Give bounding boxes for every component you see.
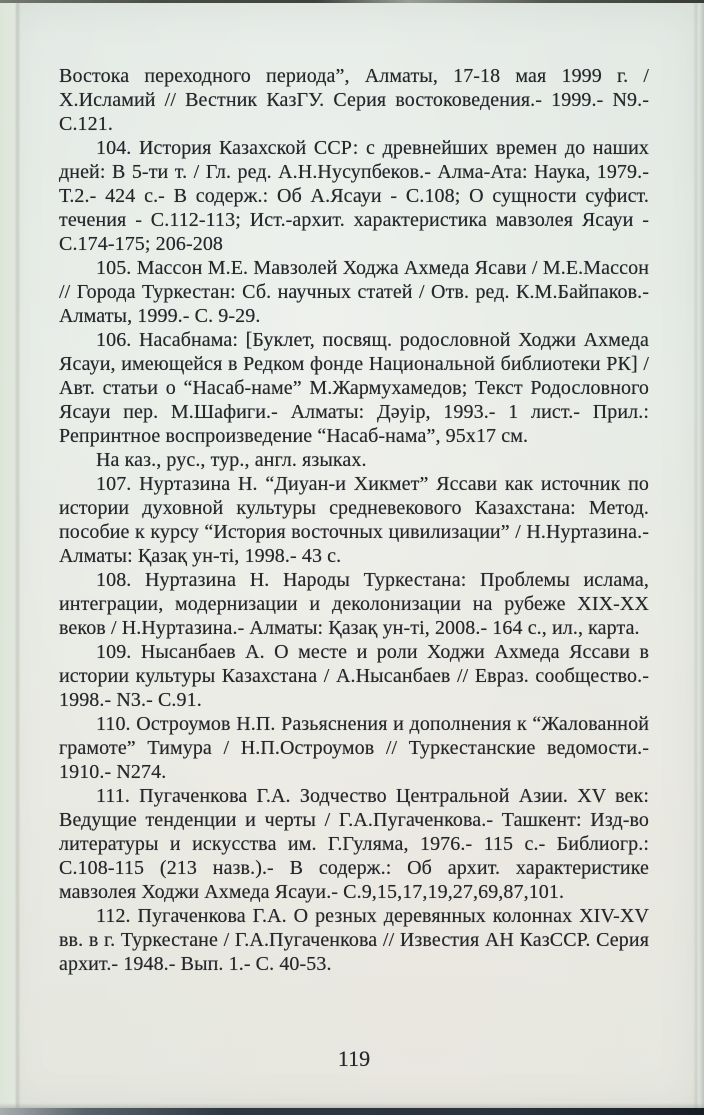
bib-entry-111: 111. Пугаченкова Г.А. Зодчество Центральной Азии. XV век: Ведущие тенденции и черты / Г.А.Пугаченкова.- Ташкент: Изд-во литературы и искусства им. Г.Гуляма, 1976.- 115 с.- Библиогр.: С.108-115 (213 назв.).- В содерж.: Об архит. характеристике мавзолея Ходжи Ахмеда Ясауи.- С.9,15,17,19,27,69,87,101. xyxy=(59,785,649,903)
bib-entry-106-note: На каз., рус., тур., англ. языках. xyxy=(96,449,367,471)
continuation-paragraph: Востока переходного периода”, Алматы, 17-18 мая 1999 г. / Х.Исламий // Вестник КазГУ. Серия востоковедения.- 1999.- N9.- С.121. xyxy=(59,65,649,135)
bib-entry-112: 112. Пугаченкова Г.А. О резных деревянных колоннах XIV-XV вв. в г. Туркестане / Г.А.Пугаченкова // Известия АН КазССР. Серия архит.- 1948.- Вып. 1.- С. 40-53. xyxy=(59,905,649,975)
page-left-edge xyxy=(0,0,16,1115)
bibliography-text-block xyxy=(59,64,649,976)
bib-entry-107: 107. Нуртазина Н. “Диуан-и Хикмет” Яссави как источник по истории духовной культуры средневекового Казахстана: Метод. пособие к курсу “История восточных цивилизации” / Н.Нуртазина.- Алматы: Қазақ ун-ті, 1998.- 43 с. xyxy=(59,473,649,567)
page-right-edge xyxy=(697,0,704,1115)
bib-entry-106: 106. Насабнама: [Буклет, посвящ. родословной Ходжи Ахмеда Ясауи, имеющейся в Редком фонде Национальной библиотеки РК] / Авт. статьи о “Насаб-наме” М.Жармухамедов; Текст Родословного Ясауи пер. М.Шафиги.- Алматы: Дәуір, 1993.- 1 лист.- Прил.: Репринтное воспроизведение “Насаб-нама”, 95x17 см. xyxy=(59,329,649,447)
page-number: 119 xyxy=(337,1046,371,1071)
bib-entry-104: 104. История Казахской ССР: с древнейших времен до наших дней: В 5-ти т. / Гл. ред. А.Н.Нусупбеков.- Алма-Ата: Наука, 1979.- Т.2.- 424 с.- В содерж.: Об А.Ясауи - С.108; О сущности суфист. течения - С.112-113; Ист.-архит. характеристика мавзолея Ясауи - С.174-175; 206-208 xyxy=(59,137,649,255)
photo-bottom-edge xyxy=(0,1108,704,1115)
bib-entry-109: 109. Нысанбаев А. О месте и роли Ходжи Ахмеда Яссави в истории культуры Казахстана / А.Нысанбаев // Евраз. сообщество.- 1998.- N3.- С.91. xyxy=(59,641,649,711)
bib-entry-110: 110. Остроумов Н.П. Разьяснения и дополнения к “Жалованной грамоте” Тимура / Н.П.Остроумов // Туркестанские ведомости.- 1910.- N274. xyxy=(59,713,649,783)
page-left-crease xyxy=(16,0,19,1115)
bib-entry-108: 108. Нуртазина Н. Народы Туркестана: Проблемы ислама, интеграции, модернизации и деколонизации на рубеже XIX-XX веков / Н.Нуртазина.- Алматы: Қазақ ун-ті, 2008.- 164 с., ил., карта. xyxy=(59,569,649,639)
photo-top-edge xyxy=(0,0,704,3)
page-right-crease xyxy=(695,0,697,1115)
bib-entry-105: 105. Массон М.Е. Мавзолей Ходжа Ахмеда Ясави / М.Е.Массон // Города Туркестан: Сб. научных статей / Отв. ред. К.М.Байпаков.- Алматы, 1999.- С. 9-29. xyxy=(59,257,649,327)
